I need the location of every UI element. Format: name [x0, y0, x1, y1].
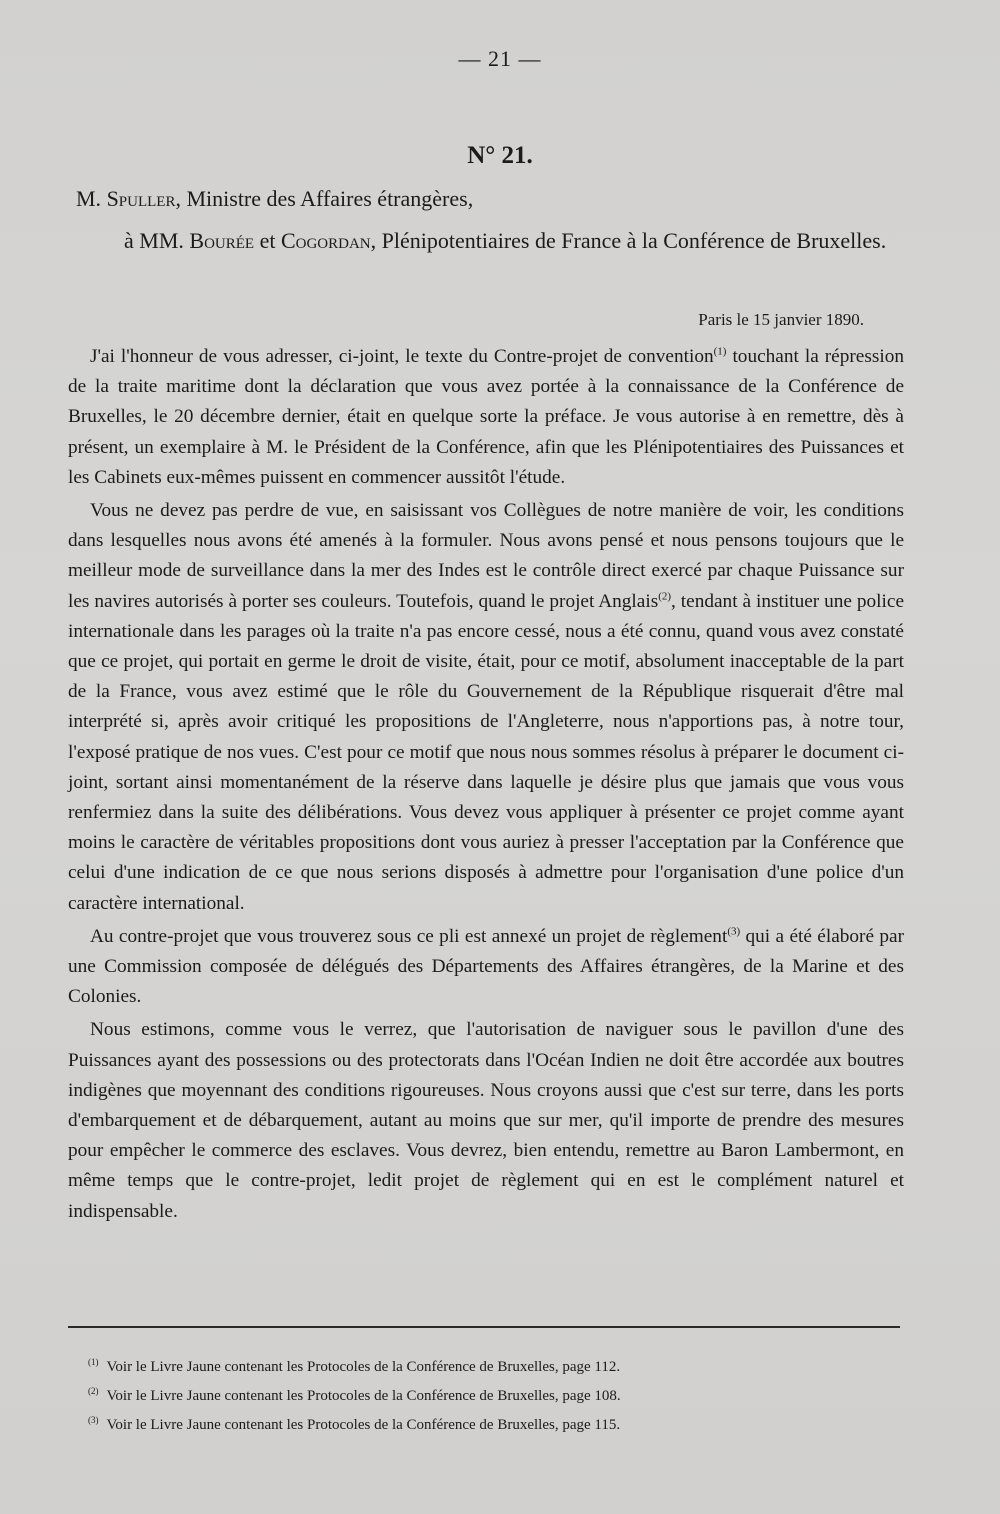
recipient-name-1: Bourée — [189, 228, 255, 253]
paragraph-2 — [68, 496, 904, 919]
paragraph-1-text-b: touchant la répression de la traite maritime dont la déclaration que vous avez portée à la connaissance de la Conférence de Bruxelles, le 20 décembre dernier, était en quelque sorte la préface. Je vous autorise à en remettre, dès à présent, un exemplaire à M. le Président de la Conférence, afin que les Plénipotentiaires des Puissances et les Cabinets eux-mêmes puissent en commencer aussitôt l'étude. — [68, 346, 904, 488]
footnote-ref-3: (3) — [727, 925, 741, 938]
footnote-mark-1: (1) — [88, 1357, 99, 1367]
recipient-line — [124, 226, 906, 256]
footnote-divider — [68, 1326, 900, 1328]
footnote-text-1: Voir le Livre Jaune contenant les Protocoles de la Conférence de Bruxelles, page 112. — [106, 1359, 621, 1375]
footnotes — [88, 1350, 908, 1437]
paragraph-1 — [68, 342, 904, 493]
footnote-2 — [88, 1379, 908, 1408]
paragraph-2-text-b: , tendant à instituer une police internationale dans les parages où la traite n'a pas encore cessé, nous a été connu, quand vous avez constaté que ce projet, qui portait en germe le droit de visite, était, pour ce motif, absolument inacceptable de la part de la France, vous avez estimé que le rôle du Gouvernement de la République risquerait d'être mal interprété si, après avoir critiqué les propositions de l'Angleterre, nous n'apportions pas, à notre tour, l'exposé pratique de nos vues. C'est pour ce motif que nous nous sommes résolus à préparer le document ci-joint, sortant ainsi momentanément de la réserve dans laquelle je désire plus que jamais que vous vous renfermiez dans la suite des délibérations. Vous devez vous appliquer à présenter ce projet comme ayant moins le caractère de véritables propositions dont vous auriez à presser l'acceptation par la Conférence que celui d'une indication de ce que nous serions disposés à admettre pour l'organisation d'une police d'un caractère international. — [68, 590, 905, 914]
recipient-title: , Plénipotentiaires de France à la Conférence de Bruxelles. — [370, 228, 887, 253]
paragraph-4-text-a: Nous estimons, comme vous le verrez, que l'autorisation de naviguer sous le pavillon d'une des Puissances ayant des possessions ou des protectorats dans l'Océan Indien ne doit être accordée aux boutres indigènes que moyennant des conditions rigoureuses. Nous croyons aussi que c'est sur terre, dans les ports d'embarquement et de débarquement, autant au moins que sur mer, qu'il importe de prendre des mesures pour empêcher le commerce des esclaves. Vous devrez, bien entendu, remettre au Baron Lambermont, en même temps que le contre-projet, ledit projet de règlement qui en est le complément naturel et indispensable. — [68, 1019, 904, 1222]
footnote-ref-2: (2) — [658, 590, 672, 603]
sender-line — [76, 184, 906, 214]
sender-title: , Ministre des Affaires étrangères, — [175, 186, 474, 211]
sender-prefix: M. — [76, 186, 107, 211]
paragraph-1-text-a: J'ai l'honneur de vous adresser, ci-joint, le texte du Contre-projet de convention — [90, 346, 714, 367]
footnote-text-3: Voir le Livre Jaune contenant les Protocoles de la Conférence de Bruxelles, page 115. — [106, 1417, 621, 1433]
sender-name: Spuller — [106, 186, 176, 211]
footnote-mark-3: (3) — [88, 1415, 99, 1425]
footnote-ref-1: (1) — [713, 345, 727, 358]
letter-body — [68, 342, 904, 1230]
dateline: Paris le 15 janvier 1890. — [698, 310, 864, 329]
paragraph-2-text-a: Vous ne devez pas perdre de vue, en saisissant vos Collègues de notre manière de voir, les conditions dans lesquelles nous avons été amenés à la formuler. Nous avons pensé et nous pensons toujours que le meilleur mode de surveillance dans la mer des Indes est le contrôle direct exercé par chaque Puissance sur les navires autorisés à porter ses couleurs. Toutefois, quand le projet Anglais — [68, 500, 904, 612]
footnote-mark-2: (2) — [88, 1386, 99, 1396]
recipient-prefix: à MM. — [124, 228, 190, 253]
page-number: — 21 — — [458, 46, 542, 71]
footnote-text-2: Voir le Livre Jaune contenant les Protocoles de la Conférence de Bruxelles, page 108. — [106, 1388, 621, 1404]
recipient-conjunction: et — [254, 228, 281, 253]
paragraph-3-text-a: Au contre-projet que vous trouverez sous ce pli est annexé un projet de règlement — [90, 925, 728, 947]
recipient-name-2: Cogordan — [280, 228, 371, 253]
paragraph-3-text-b: qui a été élaboré par une Commission composée de délégués des Départements des Affaires étrangères, de la Marine et des Colonies. — [68, 925, 905, 1008]
paragraph-3 — [68, 922, 904, 1013]
footnote-1 — [88, 1350, 908, 1379]
document-number: N° 21. — [467, 142, 533, 169]
paragraph-4 — [68, 1015, 904, 1226]
footnote-3 — [88, 1408, 908, 1437]
